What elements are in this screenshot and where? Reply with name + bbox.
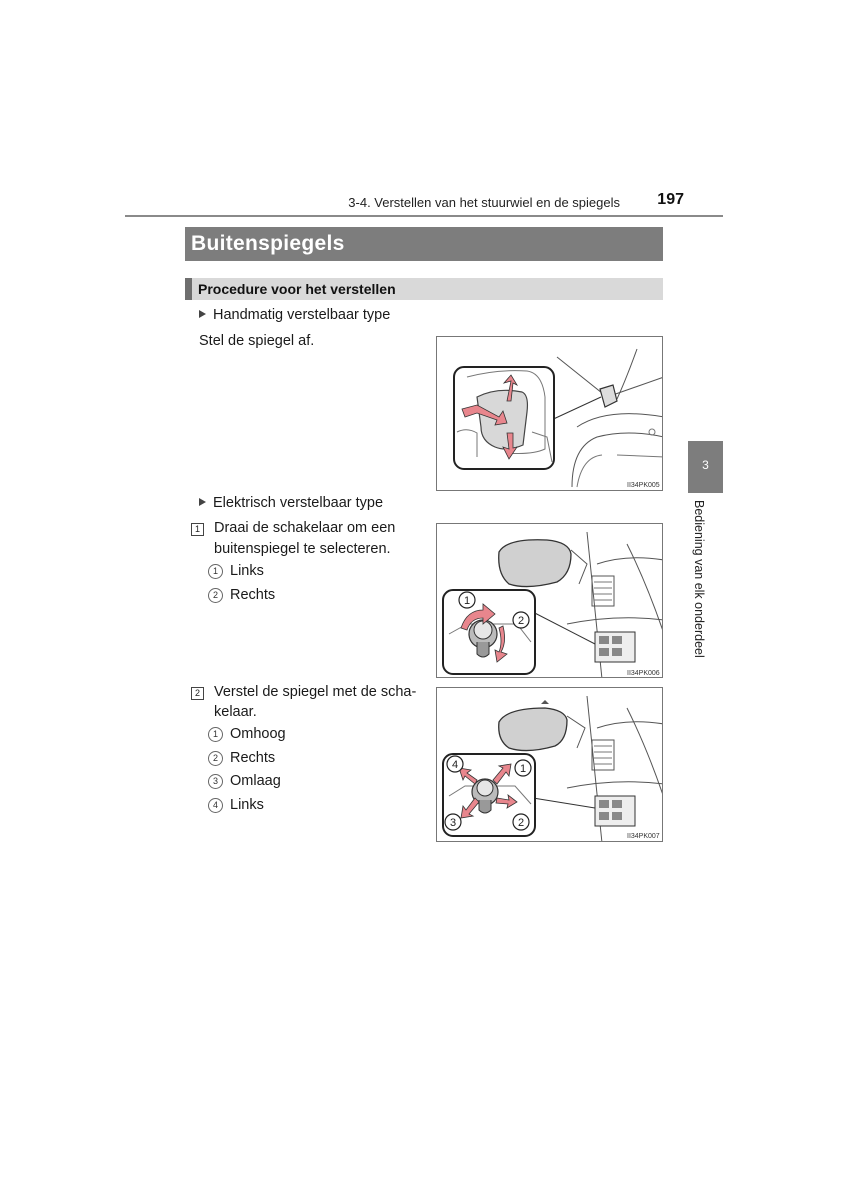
circled-number: 1 bbox=[208, 564, 223, 579]
chapter-tab bbox=[688, 441, 723, 493]
header-divider bbox=[125, 215, 723, 217]
step-1-text-line-2: buitenspiegel te selecteren. bbox=[214, 541, 391, 557]
list-item: 2 Rechts bbox=[208, 585, 275, 606]
step-2-text-line-2: kelaar. bbox=[214, 704, 257, 720]
figure-id-label: II34PK007 bbox=[627, 833, 660, 840]
callout-number: 1 bbox=[463, 595, 471, 607]
section-header: 3-4. Verstellen van het stuurwiel en de spiegels bbox=[348, 195, 620, 210]
step-number-badge: 2 bbox=[191, 687, 204, 700]
callout-number: 1 bbox=[519, 763, 527, 775]
chapter-number: 3 bbox=[702, 458, 709, 472]
circled-number: 2 bbox=[208, 751, 223, 766]
figure-adjust-switch bbox=[436, 687, 663, 842]
list-item: 4 Links bbox=[208, 795, 264, 816]
manual-type-heading: Handmatig verstelbaar type bbox=[199, 305, 390, 326]
electric-type-heading: Elektrisch verstelbaar type bbox=[199, 493, 383, 514]
callout-number: 3 bbox=[449, 817, 457, 829]
chapter-label: Bediening van elk onderdeel bbox=[692, 500, 706, 658]
circled-number: 3 bbox=[208, 774, 223, 789]
list-item: 1 Links bbox=[208, 561, 264, 582]
step-2-text-line-1: Verstel de spiegel met de scha- bbox=[214, 684, 417, 700]
switch-select-illustration bbox=[437, 524, 663, 678]
step-number-badge: 1 bbox=[191, 523, 204, 536]
manual-instruction: Stel de spiegel af. bbox=[199, 333, 315, 349]
circled-number: 2 bbox=[208, 588, 223, 603]
circled-number: 4 bbox=[208, 798, 223, 813]
subsection-bar bbox=[185, 278, 663, 300]
figure-manual-mirror bbox=[436, 336, 663, 491]
callout-number: 2 bbox=[517, 817, 525, 829]
figure-id-label: II34PK005 bbox=[627, 482, 660, 489]
triangle-bullet-icon bbox=[199, 310, 206, 318]
subsection-title: Procedure voor het verstellen bbox=[198, 281, 396, 297]
callout-number: 4 bbox=[451, 759, 459, 771]
figure-id-label: II34PK006 bbox=[627, 670, 660, 677]
list-item: 1 Omhoog bbox=[208, 724, 286, 745]
page-number: 197 bbox=[657, 191, 684, 208]
figure-select-switch bbox=[436, 523, 663, 678]
step-1-text-line-1: Draai de schakelaar om een bbox=[214, 520, 396, 536]
list-item: 2 Rechts bbox=[208, 748, 275, 769]
circled-number: 1 bbox=[208, 727, 223, 742]
list-item: 3 Omlaag bbox=[208, 771, 281, 792]
step-1 bbox=[191, 518, 204, 539]
page-title: Buitenspiegels bbox=[191, 232, 345, 255]
step-2 bbox=[191, 682, 204, 703]
mirror-illustration bbox=[437, 337, 663, 491]
triangle-bullet-icon bbox=[199, 498, 206, 506]
switch-adjust-illustration bbox=[437, 688, 663, 842]
page-title-bar bbox=[185, 227, 663, 261]
callout-number: 2 bbox=[517, 615, 525, 627]
